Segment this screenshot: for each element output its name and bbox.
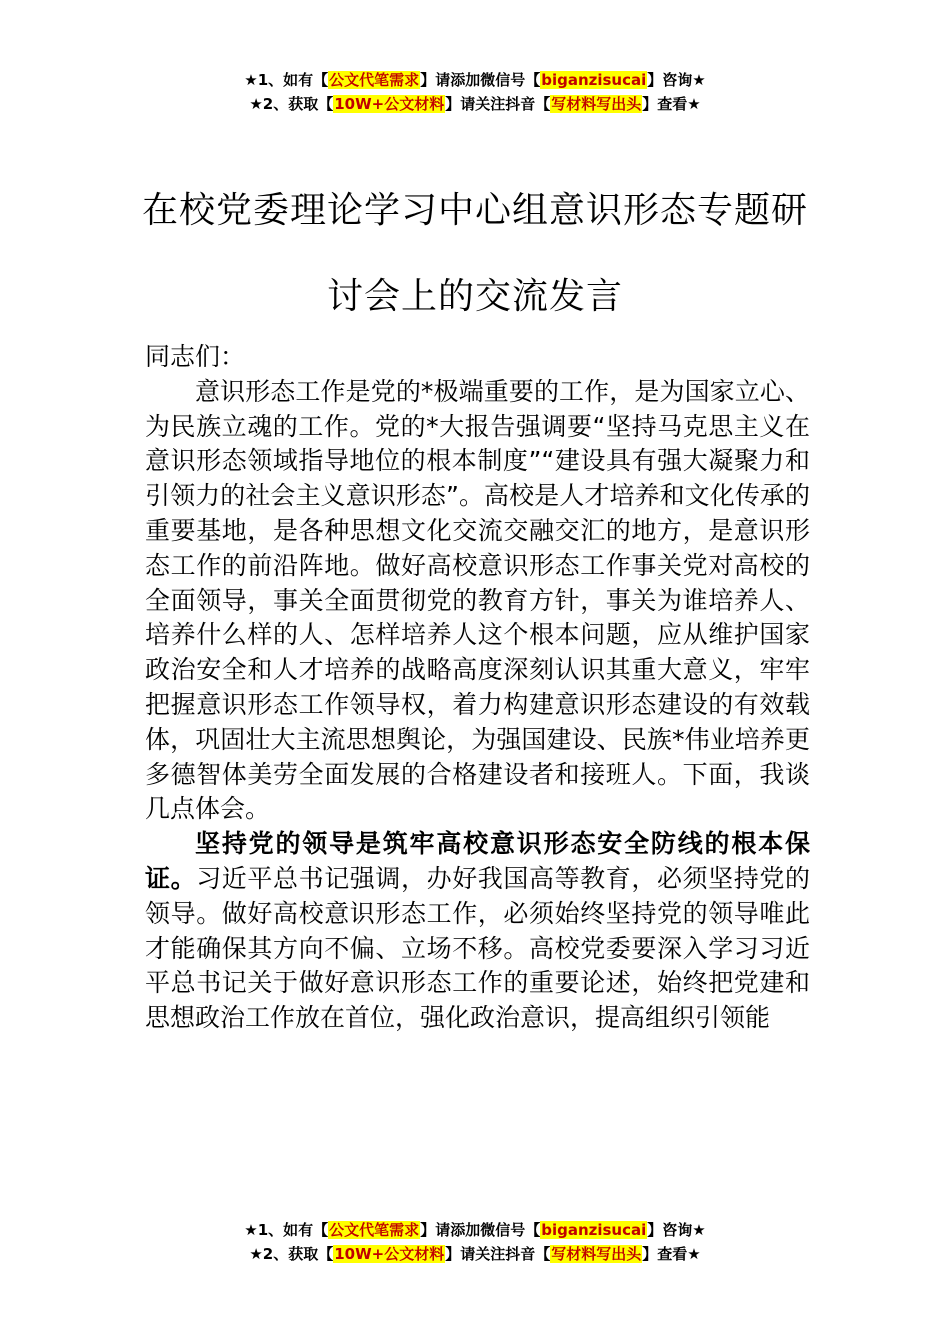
banner-text: 】咨询★ — [647, 1221, 706, 1239]
banner-highlight: 公文代笔需求 — [329, 71, 420, 89]
banner-highlight: 写材料写出头 — [551, 1245, 642, 1263]
paragraph-party-leadership — [145, 827, 810, 1036]
banner-text: ★2、获取【 — [249, 95, 334, 113]
banner-highlight: 10W+公文材料 — [334, 1245, 445, 1263]
header-banner-line-1 — [0, 68, 950, 92]
header-banner-line-2 — [0, 92, 950, 116]
banner-text: 】查看★ — [642, 1245, 701, 1263]
banner-highlight: biganzisucai — [541, 71, 647, 89]
paragraph-heading: 坚持党的领导是筑牢高校意识形态安全防线的根本保证。 — [145, 829, 810, 893]
document-title — [140, 168, 810, 340]
banner-highlight: biganzisucai — [541, 1221, 647, 1239]
salutation: 同志们： — [145, 342, 246, 371]
paragraph-intro: 意识形态工作是党的*极端重要的工作，是为国家立心、为民族立魂的工作。党的*大报告强调要“坚持马克思主义在意识形态领域指导地位的根本制度”“建设具有强大凝聚力和引领力的社会主义意识形态”。高校是人才培养和文化传承的重要基地，是各种思想文化交流交融交汇的地方，是意识形态工作的前沿阵地。做好高校意识形态工作事关党对高校的全面领导，事关全面贯彻党的教育方针，事关为谁培养人、培养什么样的人、怎样培养人这个根本问题，应从维护国家政治安全和人才培养的战略高度深刻认识其重大意义，牢牢把握意识形态工作领导权，着力构建意识形态建设的有效载体，巩固壮大主流思想舆论，为强国建设、民族*伟业培养更多德智体美劳全面发展的合格建设者和接班人。下面，我谈几点体会。 — [145, 376, 810, 824]
banner-highlight: 写材料写出头 — [551, 95, 642, 113]
footer-banner — [0, 1218, 950, 1266]
banner-text: 】请关注抖音【 — [445, 95, 551, 113]
document-body — [145, 340, 810, 1036]
banner-text: ★2、获取【 — [249, 1245, 334, 1263]
banner-highlight: 10W+公文材料 — [334, 95, 445, 113]
banner-text: ★1、如有【 — [244, 71, 329, 89]
banner-text: 】查看★ — [642, 95, 701, 113]
header-banner — [0, 68, 950, 116]
footer-banner-line-1 — [0, 1218, 950, 1242]
title-line-1: 在校党委理论学习中心组意识形态专题研 — [141, 190, 808, 231]
paragraph-text: 习近平总书记强调，办好我国高等教育，必须坚持党的领导。做好高校意识形态工作，必须始终坚持党的领导唯此才能确保其方向不偏、立场不移。高校党委要深入学习习近平总书记关于做好意识形态工作的重要论述，始终把党建和思想政治工作放在首位，强化政治意识，提高组织引领能 — [145, 863, 810, 1033]
banner-text: 】咨询★ — [647, 71, 706, 89]
banner-text: 】请添加微信号【 — [420, 1221, 541, 1239]
banner-highlight: 公文代笔需求 — [329, 1221, 420, 1239]
banner-text: 】请添加微信号【 — [420, 71, 541, 89]
title-line-2: 讨会上的交流发言 — [326, 276, 623, 317]
banner-text: 】请关注抖音【 — [445, 1245, 551, 1263]
banner-text: ★1、如有【 — [244, 1221, 329, 1239]
footer-banner-line-2 — [0, 1242, 950, 1266]
